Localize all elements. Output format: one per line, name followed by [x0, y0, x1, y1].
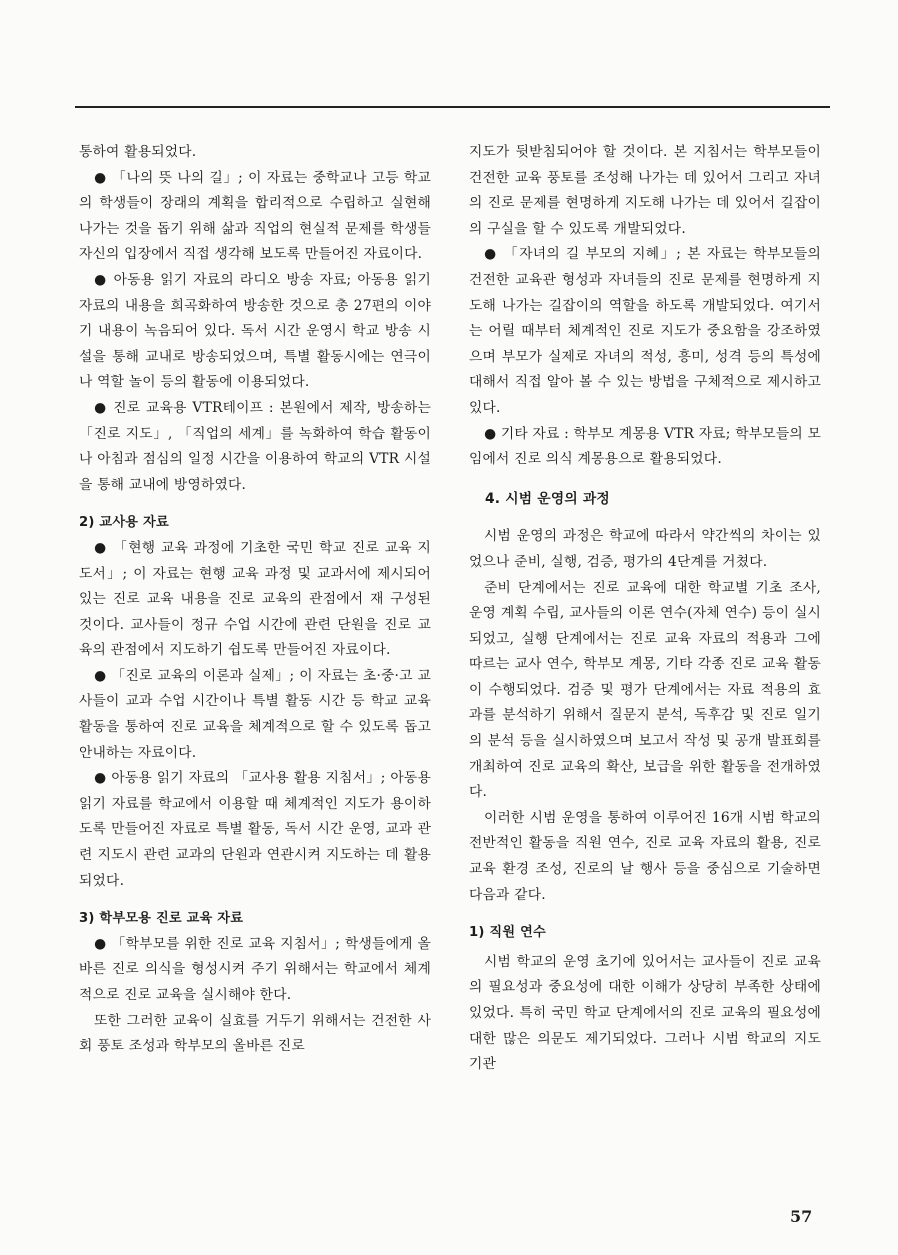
subsection-heading: 2) 교사용 자료	[79, 515, 169, 531]
paragraph: 준비 단계에서는 진로 교육에 대한 학교별 기초 조사, 운영 계획 수립, 교사들의 이론 연수(자체 연수) 등이 실시되었고, 실행 단계에서는 진로 교육 자료의 적용과 그에 따르는 교사 연수, 학부모 계몽, 기타 각종 진로 교육 활동이 수행되었다. 검증 및 평가 단계에서는 자료 적용의 효과를 분석하기 위해서 질문지 분석, 독후감 및 진로 일기의 분석 등을 실시하였으며 보고서 작성 및 공개 발표회를 개최하여 진로 교육의 확산, 보급을 위한 활동을 전개하였다.	[469, 579, 821, 801]
bullet-paragraph: ● 「현행 교육 과정에 기초한 국민 학교 진로 교육 지도서」; 이 자료는 현행 교육 과정 및 교과서에 제시되어 있는 진로 교육 내용을 진로 교육의 관점에서 재 구성된 것이다. 교사들이 정규 수업 시간에 관련 단원을 진로 교육의 관점에서 지도하기 쉽도록 만들어진 자료이다.	[79, 539, 431, 659]
paragraph: 통하여 활용되었다.	[79, 144, 197, 160]
subsection-heading: 3) 학부모용 진로 교육 자료	[79, 911, 244, 927]
bullet-paragraph: ● 「학부모를 위한 진로 교육 지침서」; 학생들에게 올바른 진로 의식을 형성시켜 주기 위해서는 학교에서 체계적으로 진로 교육을 실시해야 한다.	[79, 935, 431, 1003]
bullet-paragraph: ● 진로 교육용 VTR테이프 : 본원에서 제작, 방송하는 「진로 지도」, 「직업의 세계」를 녹화하여 학습 활동이나 아침과 점심의 일정 시간을 이용하여 학교의 VTR 시설을 통해 교내에 방영하였다.	[79, 399, 431, 493]
section-heading: 4. 시범 운영의 과정	[485, 490, 610, 507]
left-column	[79, 140, 431, 1060]
paragraph: 이러한 시범 운영을 통하여 이루어진 16개 시범 학교의 전반적인 활동을 직원 연수, 진로 교육 자료의 활용, 진로 교육 환경 조성, 진로의 날 행사 등을 중심으로 기술하면 다음과 같다.	[469, 809, 821, 903]
page-number: 57	[790, 1207, 813, 1226]
bullet-paragraph: ● 「나의 뜻 나의 길」; 이 자료는 중학교나 고등 학교의 학생들이 장래의 계획을 합리적으로 수립하고 실현해 나가는 것을 돕기 위해 삶과 직업의 현실적 문제를 학생들 자신의 입장에서 직접 생각해 보도록 만들어진 자료이다.	[79, 169, 431, 263]
bullet-paragraph: ● 아동용 읽기 자료의 「교사용 활용 지침서」; 아동용 읽기 자료를 학교에서 이용할 때 체계적인 지도가 용이하도록 만들어진 자료로 특별 활동, 독서 시간 운영, 교과 관련 지도시 관련 교과의 단원과 연관시켜 지도하는 데 활용되었다.	[79, 770, 431, 889]
paragraph: 지도가 뒷받침되어야 할 것이다. 본 지침서는 학부모들이 건전한 교육 풍토를 조성해 나가는 데 있어서 그리고 자녀의 진로 문제를 현명하게 지도해 나가는 데 있어서 길잡이의 구실을 할 수 있도록 개발되었다.	[469, 144, 821, 237]
bullet-paragraph: ● 「자녀의 길 부모의 지혜」; 본 자료는 학부모들의 건전한 교육관 형성과 자녀들의 진로 문제를 현명하게 지도해 나가는 길잡이의 역할을 하도록 개발되었다. 여기서는 어릴 때부터 체계적인 진로 지도가 중요함을 강조하였으며 부모가 실제로 자녀의 적성, 흥미, 성격 등의 특성에 대해서 직접 알아 볼 수 있는 방법을 구체적으로 제시하고 있다.	[469, 246, 821, 416]
paragraph: 시범 학교의 운영 초기에 있어서는 교사들이 진로 교육의 필요성과 중요성에 대한 이해가 상당히 부족한 상태에 있었다. 특히 국민 학교 단계에서의 진로 교육의 필요성에 대한 많은 의문도 제기되었다. 그러나 시범 학교의 지도 기관	[469, 953, 821, 1073]
right-column	[469, 140, 821, 1078]
subsection-heading: 1) 직원 연수	[469, 925, 546, 941]
bullet-paragraph: ● 기타 자료 : 학부모 계몽용 VTR 자료; 학부모들의 모임에서 진로 의식 계몽용으로 활용되었다.	[469, 425, 821, 468]
paragraph: 시범 운영의 과정은 학교에 따라서 약간씩의 차이는 있었으나 준비, 실행, 검증, 평가의 4단계를 거쳤다.	[469, 528, 821, 570]
paragraph: 또한 그러한 교육이 실효를 거두기 위해서는 건전한 사회 풍토 조성과 학부모의 올바른 진로	[79, 1012, 431, 1055]
bullet-paragraph: ● 아동용 읽기 자료의 라디오 방송 자료; 아동용 읽기 자료의 내용을 희곡화하여 방송한 것으로 총 27편의 이야기 내용이 녹음되어 있다. 독서 시간 운영시 학교 방송 시설을 통해 교내로 방송되었으며, 특별 활동시에는 연극이나 역할 놀이 등의 활동에 이용되었다.	[79, 271, 431, 391]
header-rule	[75, 106, 830, 108]
bullet-paragraph: ● 「진로 교육의 이론과 실제」; 이 자료는 초·중·고 교사들이 교과 수업 시간이나 특별 활동 시간 등 학교 교육 활동을 통하여 진로 교육을 체계적으로 할 수 있도록 돕고 안내하는 자료이다.	[79, 667, 431, 761]
